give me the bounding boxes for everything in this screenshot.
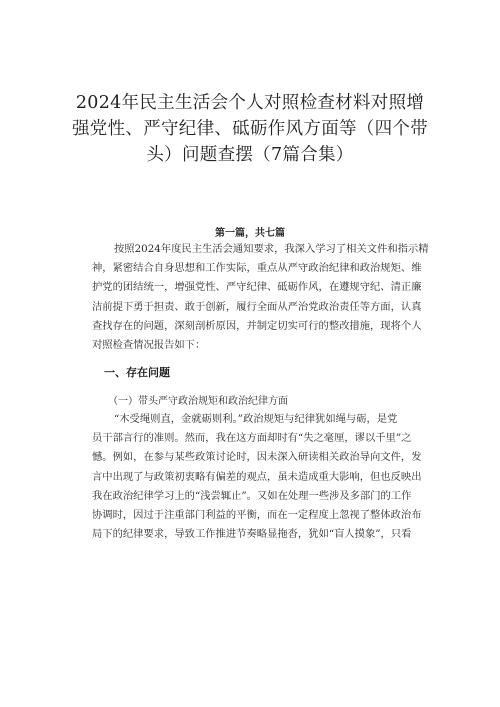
paragraph-line: 洁前提下勇于担责、敢于创新，履行全面从严治党政治责任等方面，认真 — [92, 300, 422, 313]
document-title — [40, 90, 460, 168]
paragraph-line: 护党的团结统一，增强党性、严守纪律、砥砺作风，在遵规守纪、清正廉 — [92, 281, 422, 294]
section-heading: 一、存在问题 — [104, 366, 170, 379]
subsection-heading: （一）带头严守政治规矩和政治纪律方面 — [108, 396, 288, 407]
paragraph-line: 憾。例如，在参与某些政策讨论时，因未深入研读相关政治导向文件，发 — [92, 451, 422, 464]
paragraph-line: 协调时，因过于注重部门利益的平衡，而在一定程度上忽视了整体政治布 — [92, 509, 422, 522]
part-subheading: 第一篇，共七篇 — [215, 228, 285, 239]
title-line: 强党性、严守纪律、砥砺作风方面等（四个带 — [72, 119, 428, 139]
paragraph-line: 局下的纪律要求，导致工作推进节奏略显拖沓，犹如“盲人摸象”，只看 — [92, 528, 412, 541]
title-line: 头）问题查摆（7篇合集） — [146, 145, 354, 165]
paragraph-line: 神，紧密结合自身思想和工作实际，重点从严守政治纪律和政治规矩、维 — [92, 262, 422, 275]
paragraph-line: 我在政治纪律学习上的“浅尝辄止”。又如在处理一些涉及多部门的工作 — [92, 489, 412, 502]
title-line: 2024年民主生活会个人对照检查材料对照增 — [75, 93, 425, 113]
paragraph-line: “木受绳则直，金就砺则利。”政治规矩与纪律犹如绳与砺，是党 — [114, 413, 398, 425]
body-paragraph — [92, 410, 448, 544]
paragraph-line: 员干部言行的准则。然而，我在这方面却时有“失之毫厘，谬以千里”之 — [92, 432, 412, 445]
intro-paragraph — [92, 240, 448, 355]
paragraph-line: 言中出现了与政策初衷略有偏差的观点，虽未造成重大影响，但也反映出 — [92, 470, 422, 483]
paragraph-line: 对照检查情况报告如下： — [92, 339, 206, 352]
paragraph-line: 按照2024年度民主生活会通知要求，我深入学习了相关文件和指示精 — [114, 243, 429, 255]
paragraph-line: 查找存在的问题，深刻剖析原因，并制定切实可行的整改措施，现将个人 — [92, 319, 422, 332]
